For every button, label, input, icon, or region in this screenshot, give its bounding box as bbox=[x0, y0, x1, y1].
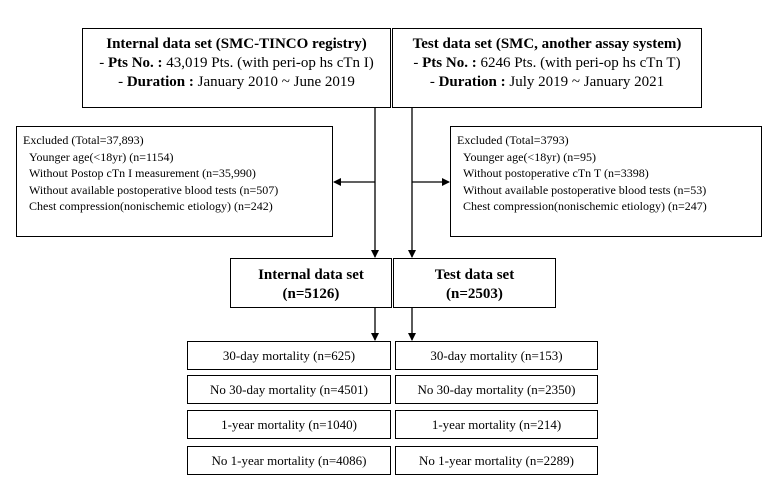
internal-set-count: (n=5126) bbox=[282, 286, 340, 302]
test-pts-line: - Pts No. : 6246 Pts. (with peri-op hs cTn T) bbox=[413, 55, 681, 71]
test-outcome-box: No 1-year mortality (n=2289) bbox=[395, 446, 598, 475]
test-duration-line: - Duration : July 2019 ~ January 2021 bbox=[429, 74, 665, 90]
internal-excluded-heading: Excluded (Total=37,893) bbox=[23, 133, 144, 147]
test-excluded-item: Chest compression(nonischemic etiology) (n=247) bbox=[463, 199, 707, 214]
test-set-title: Test data set bbox=[434, 267, 515, 283]
test-excluded-item: Younger age(<18yr) (n=95) bbox=[463, 149, 596, 164]
test-set-count: (n=2503) bbox=[446, 286, 503, 302]
internal-outcome-box: 1-year mortality (n=1040) bbox=[187, 410, 391, 439]
internal-outcome-box: No 1-year mortality (n=4086) bbox=[187, 446, 391, 475]
test-source-title: Test data set (SMC, another assay system) bbox=[412, 36, 682, 52]
internal-excluded-item: Without available postoperative blood tests (n=507) bbox=[29, 182, 279, 197]
test-outcome-box: 30-day mortality (n=153) bbox=[395, 341, 598, 370]
test-outcome-box: No 30-day mortality (n=2350) bbox=[395, 375, 598, 404]
test-outcome-box: 1-year mortality (n=214) bbox=[395, 410, 598, 439]
internal-pts-line: - Pts No. : 43,019 Pts. (with peri-op hs cTn I) bbox=[99, 55, 374, 71]
internal-outcome-box: 30-day mortality (n=625) bbox=[187, 341, 391, 370]
internal-source-title: Internal data set (SMC-TINCO registry) bbox=[106, 36, 367, 52]
test-excluded-item: Without available postoperative blood tests (n=53) bbox=[463, 182, 707, 197]
internal-excluded-item: Younger age(<18yr) (n=1154) bbox=[29, 149, 174, 164]
internal-set-title: Internal data set bbox=[258, 267, 364, 283]
internal-excluded-item: Chest compression(nonischemic etiology) (n=242) bbox=[29, 199, 273, 214]
internal-outcome-box: No 30-day mortality (n=4501) bbox=[187, 375, 391, 404]
internal-excluded-item: Without Postop cTn I measurement (n=35,990) bbox=[29, 166, 256, 181]
test-excluded-item: Without postoperative cTn T (n=3398) bbox=[463, 166, 649, 181]
internal-duration-line: - Duration : January 2010 ~ June 2019 bbox=[118, 74, 355, 90]
test-excluded-heading: Excluded (Total=3793) bbox=[457, 133, 569, 147]
